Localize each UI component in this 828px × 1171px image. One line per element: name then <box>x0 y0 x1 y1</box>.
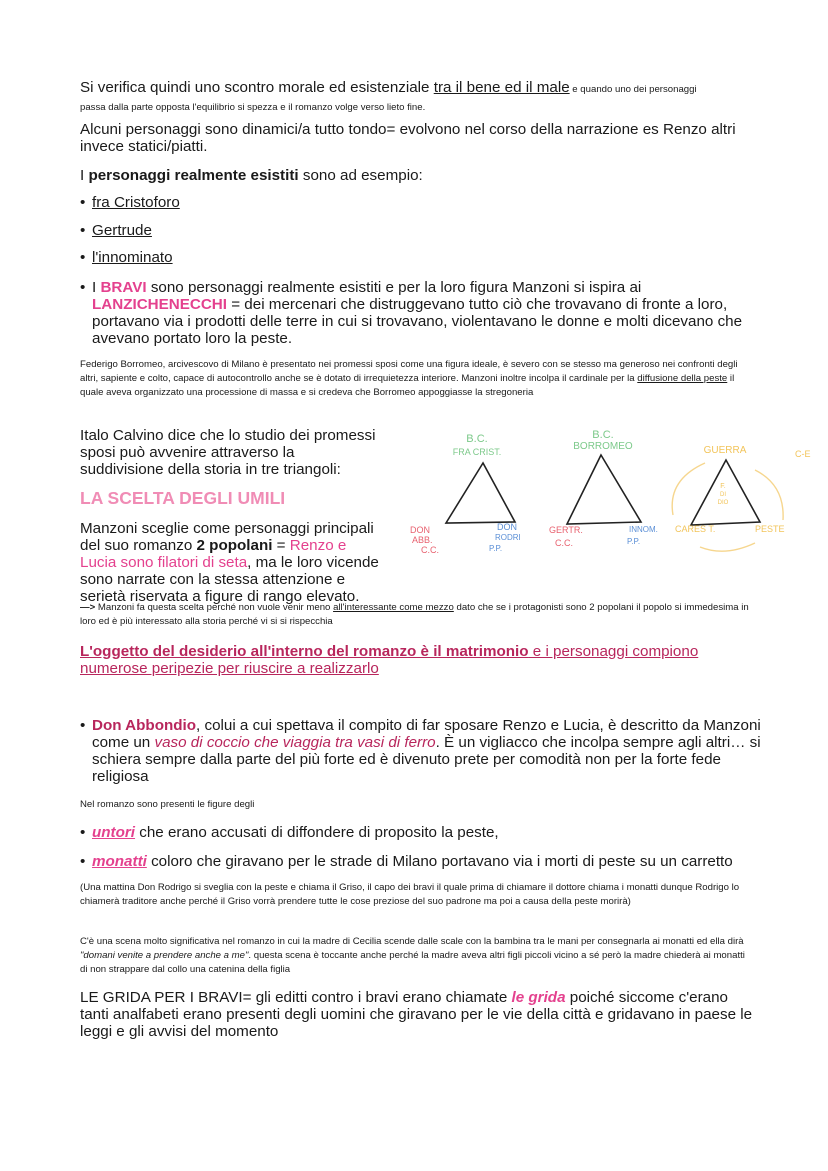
label: B.C. <box>466 433 488 445</box>
label: P.P. <box>489 544 503 553</box>
label: C.C. <box>421 545 439 555</box>
highlight-text: le grida <box>511 989 566 1006</box>
label: C.C. <box>555 538 573 548</box>
highlight-text: untori <box>92 824 136 841</box>
label: DI <box>720 492 726 498</box>
text: Si verifica quindi uno scontro morale ed esistenziale <box>80 79 434 96</box>
paragraph-figure: Nel romanzo sono presenti le figure degli <box>80 799 255 810</box>
text: Federigo Borromeo, arcivescovo di Milano è presentato nei promessi sposi come una figura ideale, è severo con se stesso ma generoso nei confronti degli altri, sapiente e colto, capace di autocontrollo anche se è dotato di irrequietezza interiore. Manzoni inoltre incolpa il cardinale per la <box>80 359 738 384</box>
text: coloro che giravano per le strade di Milano portavano via i morti di peste su un carretto <box>146 853 733 870</box>
triangle-3 <box>672 445 810 551</box>
paragraph-grida <box>80 989 755 1040</box>
label: GUERRA <box>703 445 747 456</box>
text: Manzoni sceglie come personaggi principali del suo romanzo <box>80 520 374 554</box>
underlined-text: diffusione della peste <box>637 373 728 384</box>
paragraph-calvino: Italo Calvino dice che lo studio dei promessi sposi può avvenire attraverso la suddivisione della storia in tre triangoli: <box>80 427 376 478</box>
label: B.C. <box>592 429 614 441</box>
label: INNOM. <box>629 525 658 534</box>
text: che erano accusati di diffondere di proposito la peste, <box>135 824 499 841</box>
list-item-untori <box>80 824 762 841</box>
paragraph-dinamici: Alcuni personaggi sono dinamici/a tutto tondo= evolvono nel corso della narrazione es Renzo altri invece statici/piatti. <box>80 121 736 155</box>
text: I <box>80 167 89 184</box>
list-item <box>80 222 762 239</box>
label: FRA CRIST. <box>452 447 502 457</box>
text: e i personaggi compiono numerose peripezie per riuscire a realizzarlo <box>80 643 699 677</box>
text: sono personaggi realmente esistiti e per la loro figura Manzoni si ispira ai <box>146 279 642 296</box>
label: RODRI <box>495 533 521 542</box>
paragraph-borromeo <box>80 358 750 400</box>
triangle-1 <box>410 433 521 555</box>
text: Manzoni fa questa scelta perché non vuole venir meno <box>95 602 334 613</box>
paragraph-scontro <box>80 79 760 115</box>
text: il quale aveva organizzato una processione di massa e si credeva che Borromeo appoggiasse la stregoneria <box>80 373 735 398</box>
text: , colui a cui spettava il compito di far sposare Renzo e Lucia, è descritto da Manzoni come un <box>92 717 761 751</box>
italic-text: "domani venite a prendere anche a me" <box>80 950 249 961</box>
cycle-arrow <box>755 470 783 520</box>
text: LE GRIDA PER I BRAVI= gli editti contro i bravi erano chiamate <box>80 989 512 1006</box>
label: PESTE <box>755 524 785 534</box>
paragraph-oggetto <box>80 643 730 677</box>
text: passa dalla parte opposta l'equilibrio si spezza e il romanzo volge verso lieto fine. <box>80 102 426 113</box>
highlight-text: BRAVI <box>100 279 147 296</box>
label: P.P. <box>627 537 641 546</box>
paragraph-personaggi-reali <box>80 167 760 184</box>
label: GERTR. <box>549 525 583 535</box>
bold-text: 2 popolani <box>196 537 273 554</box>
text: = dei mercenari che distruggevano tutto ciò che trovavano di fronte a loro, portavano via i prodotti delle terre in cui si trovavano, violentavano le donne e molti dicevano che avevano portato loro la peste. <box>92 296 743 347</box>
paragraph-cecilia <box>80 935 750 977</box>
label: DIO <box>717 500 729 506</box>
text: . questa scena è toccante anche perché la madre aveva altri figli piccoli vicino a sé però la madre chiederà ai monatti di non strappare dal collo una catenina della figlia <box>80 950 745 975</box>
list-item-monatti <box>80 853 762 870</box>
text: I <box>92 279 101 296</box>
section-heading: LA SCELTA DEGLI UMILI <box>80 488 286 508</box>
text: poiché siccome c'erano tanti analfabeti erano presenti degli uomini che giravano per le vie della città e gridavano in paese le leggi e gli avvisi del momento <box>80 989 753 1040</box>
underlined-text: tra il bene ed il male <box>433 79 570 96</box>
list-item <box>80 194 762 211</box>
text: dato che se i protagonisti sono 2 popolani il popolo si immedesima in loro ed è più interessato alla storia perché vi si si rispecchia <box>80 602 749 627</box>
label: C-E <box>795 449 811 459</box>
bold-text: personaggi realmente esistiti <box>88 167 299 184</box>
bold-text: Don Abbondio <box>92 717 197 734</box>
text: . È un vigliacco che incolpa sempre agli altri… si schiera sempre dalla parte del più forte ed è divenuto prete per comodità non per la forte fede religiosa <box>92 734 761 785</box>
text: C'è una scena molto significativa nel romanzo in cui la madre di Cecilia scende dalle scale con la bambina tra le mani per consegnarla ai monatti ed ella dirà <box>80 936 744 947</box>
label: ABB. <box>412 535 433 545</box>
label: DON <box>497 522 517 532</box>
cycle-arrow <box>700 543 755 551</box>
text: , ma le loro vicende sono narrate con la stessa attenzione e serietà riservata a figure di rango elevato. <box>80 554 379 605</box>
arrow-icon: —> <box>80 602 96 613</box>
label: F. <box>720 483 726 490</box>
highlight-text: LANZICHENECCHI <box>92 296 227 313</box>
triangle-2 <box>549 429 658 548</box>
label: CARES T. <box>675 524 716 534</box>
underlined-text: all'interessante come mezzo <box>333 602 454 613</box>
label: BORROMEO <box>573 441 633 452</box>
highlight-text: Renzo e Lucia sono filatori di seta <box>80 537 347 571</box>
triangles-diagram <box>405 425 825 560</box>
text: sono ad esempio: <box>298 167 423 184</box>
list-item-text: fra Cristoforo <box>92 194 180 211</box>
list-item <box>80 249 762 266</box>
paragraph-scelta-part <box>80 520 380 605</box>
paragraph-arrow-note <box>80 601 750 629</box>
label: DON <box>410 525 430 535</box>
text: e quando uno dei personaggi <box>569 84 697 95</box>
list-item-text: Gertrude <box>92 222 152 239</box>
list-item-abbondio <box>80 717 762 785</box>
list-item-bravi <box>80 279 752 347</box>
text: = <box>272 537 290 554</box>
italic-text: vaso di coccio che viaggia tra vasi di ferro <box>154 734 436 751</box>
bold-text: L'oggetto del desiderio all'interno del romanzo è il matrimonio <box>80 643 529 660</box>
highlight-text: monatti <box>92 853 147 870</box>
paragraph-griso: (Una mattina Don Rodrigo si sveglia con la peste e chiama il Griso, il capo dei bravi il quale prima di chiamare il dottore chiama i monatti dunque Rodrigo lo chiamerà traditore anche perché il Griso vorrà prendere tutte le cose preziose del suo padrone ma poi a causa della peste morirà) <box>80 882 740 907</box>
list-item-text: l'innominato <box>92 249 173 266</box>
